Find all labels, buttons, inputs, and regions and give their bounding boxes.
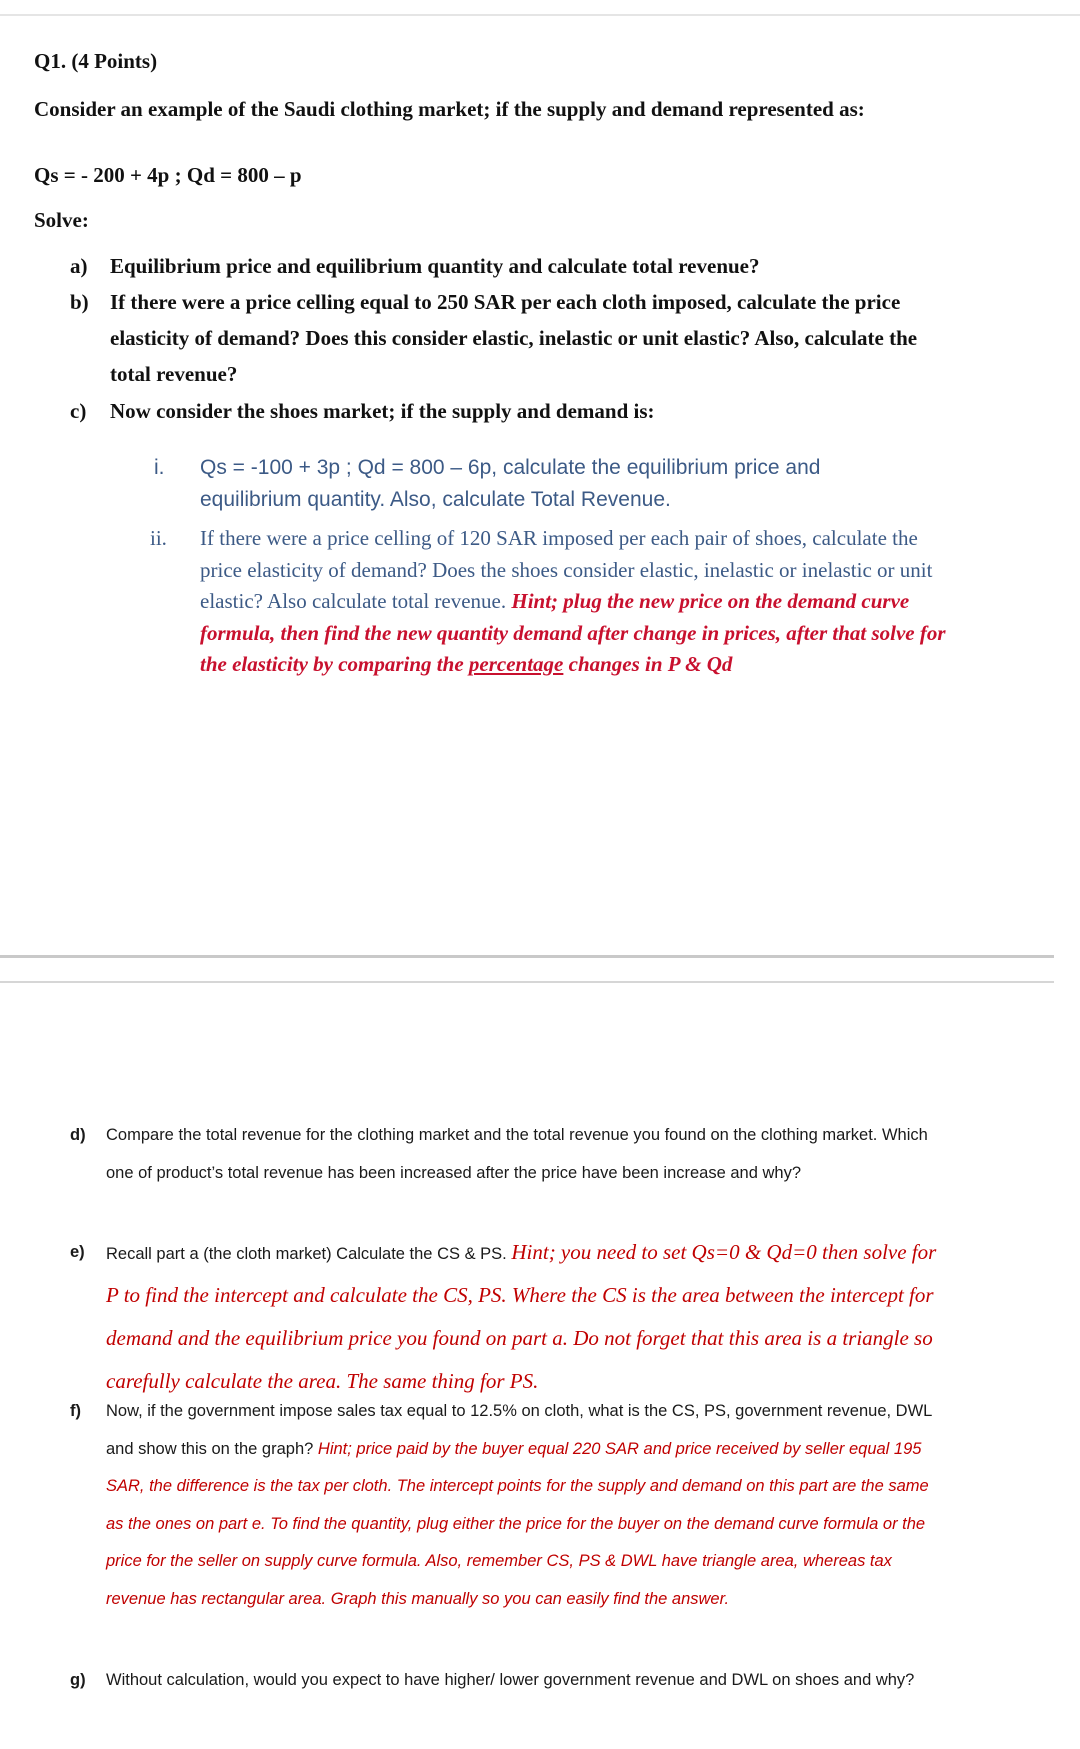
part-f-label: f) — [70, 1402, 81, 1420]
subpart-i-label: i. — [154, 456, 165, 479]
subpart-ii — [150, 523, 950, 713]
part-e-hint: Hint; you need to set Qs=0 & Qd=0 then solve for P to find the intercept and calculate the CS, PS. Where the CS is the area between the intercept for demand and the equilibrium price you found on part a. Do not forget that this area is a triangle so carefully calculate the area. The same thing for PS. — [106, 1240, 937, 1393]
question-title: Q1. (4 Points) — [34, 49, 158, 73]
part-g-label: g) — [70, 1671, 86, 1689]
part-f-hint: Hint; price paid by the buyer equal 220 SAR and price received by seller equal 195 SAR, the difference is the tax per cloth. The intercept points for the supply and demand on this part are the same as the ones on part e. To find the quantity, plug either the price for the buyer on the demand curve formula or the price for the seller on supply curve formula. Also, remember CS, PS & DWL have triangle area, whereas tax revenue has rectangular area. Graph this manually so you can easily find the answer. — [106, 1439, 929, 1608]
part-a-label: a) — [70, 254, 88, 278]
page-divider-second — [0, 981, 1054, 983]
part-a-text: Equilibrium price and equilibrium quantity and calculate total revenue? — [110, 254, 760, 278]
part-b-text: If there were a price celling equal to 250 SAR per each cloth imposed, calculate the price elasticity of demand? Does this consider elastic, inelastic or unit elastic? Also, calculate the total revenue? — [110, 290, 918, 386]
equations: Qs = - 200 + 4p ; Qd = 800 – p — [34, 163, 302, 187]
question-intro: Consider an example of the Saudi clothing market; if the supply and demand represented as: — [34, 97, 865, 121]
subpart-ii-text: If there were a price celling of 120 SAR imposed per each pair of shoes, calculate the price elasticity of demand? Does the shoes consider elastic, inelastic or inelastic or unit elastic? Also calculate total revenue. — [200, 526, 933, 613]
part-c-text: Now consider the shoes market; if the supply and demand is: — [110, 399, 655, 423]
part-g-text: Without calculation, would you expect to have higher/ lower government revenue and DWL on shoes and why? — [106, 1671, 915, 1689]
subpart-ii-hint: Hint; plug the new price on the demand curve formula, then find the new quantity demand after change in prices, after that solve for the elasticity by comparing the — [200, 589, 946, 676]
part-b — [70, 284, 950, 394]
part-f-body — [106, 1393, 946, 1618]
part-c — [70, 393, 950, 429]
part-f — [70, 1393, 970, 1663]
top-border — [0, 14, 1080, 16]
part-d-label: d) — [70, 1126, 86, 1144]
part-b-label: b) — [70, 290, 89, 314]
subpart-i — [150, 452, 950, 518]
page-divider — [0, 955, 1054, 958]
part-c-label: c) — [70, 399, 87, 423]
subpart-i-text: Qs = -100 + 3p ; Qd = 800 – 6p, calculate the equilibrium price and equilibrium quantity. Also, calculate Total Revenue. — [200, 456, 821, 511]
part-e — [70, 1232, 970, 1397]
subpart-ii-hint-end: changes in P & Qd — [568, 652, 733, 676]
part-e-body — [106, 1232, 946, 1404]
part-a — [70, 248, 950, 284]
part-e-text: Recall part a (the cloth market) Calculate the CS & PS. — [106, 1245, 507, 1263]
part-f-text: Now, if the government impose sales tax equal to 12.5% on cloth, what is the CS, PS, government revenue, DWL and show this on the graph? — [106, 1402, 932, 1458]
solve-label: Solve: — [34, 208, 89, 232]
part-d — [70, 1117, 970, 1232]
part-g — [70, 1662, 970, 1742]
subpart-ii-hint-underlined: percentage — [468, 652, 564, 676]
subpart-ii-body — [200, 523, 960, 681]
part-e-label: e) — [70, 1243, 85, 1261]
subpart-ii-label: ii. — [150, 526, 167, 550]
part-d-text: Compare the total revenue for the clothing market and the total revenue you found on the clothing market. Which one of product’s total revenue has been increased after the price have been increase and why? — [106, 1126, 928, 1182]
